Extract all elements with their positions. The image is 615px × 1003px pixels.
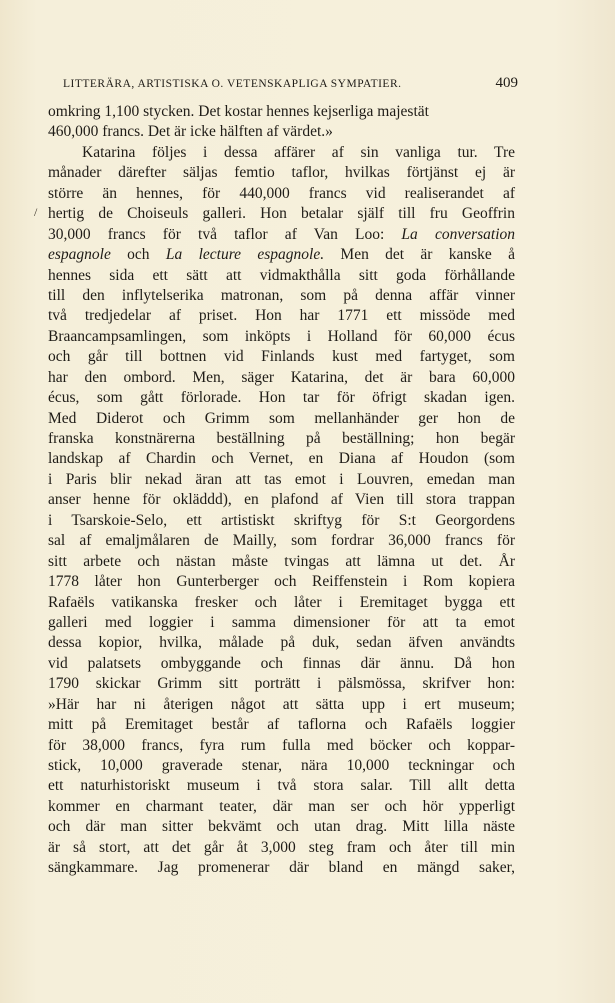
text-line: till den inflytelserika matronan, som på denna affär vinner xyxy=(48,286,515,304)
text-line-with-title xyxy=(48,245,515,265)
text-line: »Här har ni återigen något att sätta upp i ert museum; xyxy=(48,695,515,713)
line-text: och xyxy=(110,246,166,264)
text-line: franska konstnärerna beställning på beställning; hon begär xyxy=(48,430,515,447)
text-line: sal af emaljmålaren de Mailly, som fordrar 36,000 francs för xyxy=(48,532,515,550)
text-line: i Tsarskoie-Selo, ett artistiskt skriftyg för S:t Georgordens xyxy=(48,511,515,529)
text-line: och går till bottnen vid Finlands kust med fartyget, som xyxy=(48,348,515,366)
text-line: två tredjedelar af priset. Hon har 1771 ett missöde med xyxy=(48,307,515,325)
text-line: hennes sida ett sätt att vidmakthålla sitt goda förhållande xyxy=(48,266,515,284)
body-text xyxy=(48,102,515,879)
text-line: 1778 låter hon Gunterberger och Reiffenstein i Rom kopiera xyxy=(48,573,515,591)
line-text: Men det är kanske å xyxy=(324,246,516,264)
text-line: månader därefter säljas femtio taflor, hvilkas förtjänst ej är xyxy=(48,164,515,182)
text-line: är så stort, att det går åt 3,000 steg fram och åter till min xyxy=(48,838,515,856)
text-line: större än hennes, för 440,000 francs vid realiserandet af xyxy=(48,184,515,202)
text-line-with-title xyxy=(48,225,515,245)
text-line: Rafaëls vatikanska fresker och låter i Eremitaget bygga ett xyxy=(48,593,515,611)
italic-title: La lecture espagnole. xyxy=(165,246,325,264)
margin-mark: / xyxy=(34,205,38,219)
text-line: anser henne för okläddd), en plafond af Vien till stora trappan xyxy=(48,491,515,509)
text-line: kommer en charmant teater, där man ser och hör ypperligt xyxy=(48,797,515,815)
page-number: 409 xyxy=(495,75,518,91)
text-line: vid palatsets ombyggande och finnas där ännu. Då hon xyxy=(48,654,515,672)
text-line: och där man sitter bekvämt och utan drag. Mitt lilla näste xyxy=(48,818,515,836)
text-line: 460,000 francs. Det är icke hälften af värdet.» xyxy=(48,123,333,141)
italic-title: La conversation xyxy=(401,225,516,243)
text-line: för 38,000 francs, fyra rum fulla med böcker och koppar- xyxy=(48,736,515,754)
running-head: LITTERÄRA, ARTISTISKA O. VETENSKAPLIGA SYMPATIER. xyxy=(63,78,402,90)
text-line: 1790 skickar Grimm sitt porträtt i pälsmössa, skrifver hon: xyxy=(48,675,515,693)
text-line: i Paris blir nekad äran att tas emot i Louvren, emedan man xyxy=(48,470,515,488)
text-line: Med Diderot och Grimm som mellanhänder ger hon de xyxy=(48,409,515,427)
text-line: Katarina följes i dessa affärer af sin vanliga tur. Tre xyxy=(82,143,515,161)
text-line: Braancampsamlingen, som inköpts i Holland för 60,000 écus xyxy=(48,327,515,345)
text-line: stick, 10,000 graverade stenar, nära 10,000 teckningar och xyxy=(48,757,515,774)
page-header xyxy=(63,74,518,94)
text-line: hertig de Choiseuls galleri. Hon betalar själf till fru Geoffrin xyxy=(48,205,515,223)
text-line: sängkammare. Jag promenerar där bland en mängd saker, xyxy=(48,859,515,877)
text-line: mitt på Eremitaget består af taflorna och Rafaëls loggier xyxy=(48,716,515,734)
line-text: 30,000 francs för två taflor af Van Loo: xyxy=(48,225,385,243)
italic-title: espagnole xyxy=(48,246,111,264)
text-line: galleri med loggier i samma dimensioner för att ta emot xyxy=(48,613,515,631)
text-line: dessa kopior, hvilka, målade på duk, sedan äfven användts xyxy=(48,634,515,652)
text-line: omkring 1,100 stycken. Det kostar hennes kejserliga majestät xyxy=(48,103,429,120)
text-line: landskap af Chardin och Vernet, en Diana af Houdon (som xyxy=(48,450,515,468)
text-line: sitt arbete och nästan måste tvingas att lämna ut det. År xyxy=(48,552,515,570)
text-line: har den ombord. Men, säger Katarina, det är bara 60,000 xyxy=(48,368,515,386)
text-line: ett naturhistoriskt museum i två stora salar. Till allt detta xyxy=(48,777,515,795)
text-line: écus, som gått förlorade. Hon tar för öfrigt skadan igen. xyxy=(48,389,515,407)
